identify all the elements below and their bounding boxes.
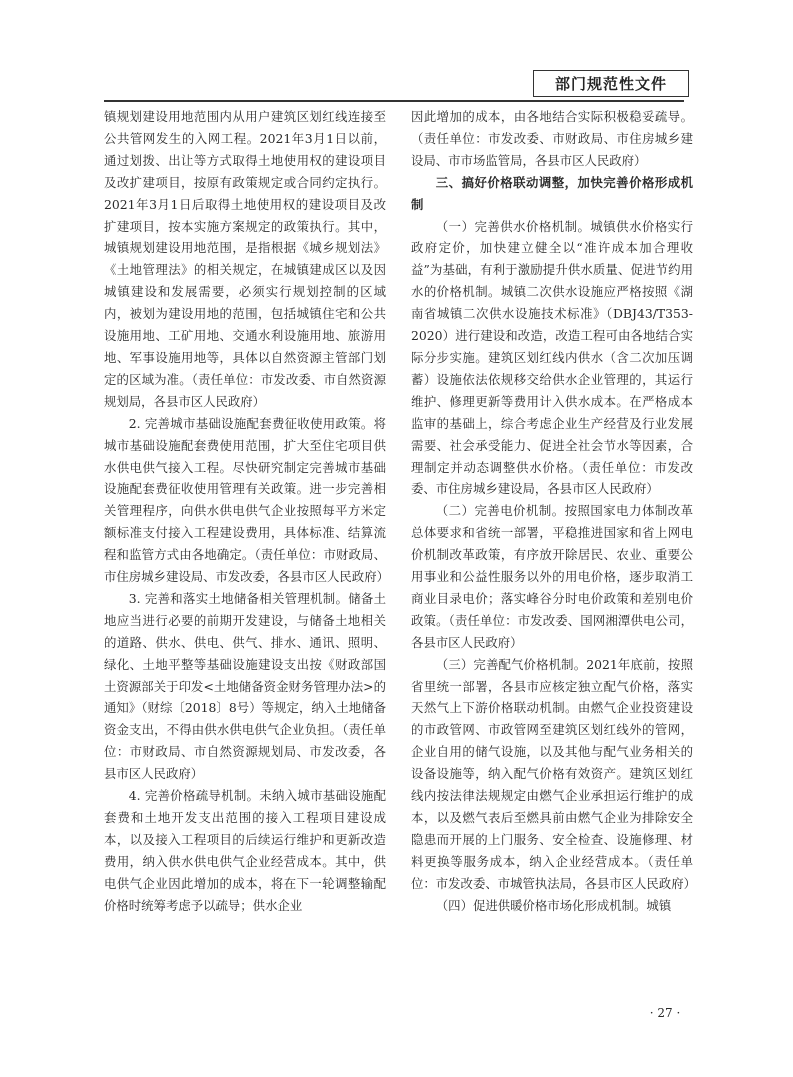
paragraph: （三）完善配气价格机制。2021年底前，按照省里统一部署，各县市应核定独立配气价格，落实天然气上下游价格联动机制。由燃气企业投资建设的市政管网、市政管网至建筑区划红线外的管网，企业自用的储气设施，以及其他与配气业务相关的设备设施等，纳入配气价格有效资产。建筑区划红线内按法律法规规定由燃气企业承担运行维护的成本，以及燃气表后至燃具前由燃气企业为排除安全隐患而开展的上门服务、安全检查、设施修理、材料更换等服务成本，纳入企业经营成本。（责任单位：市发改委、市城管执法局，各县市区人民政府） [411,656,696,891]
right-column [411,106,696,917]
paragraph: 镇规划建设用地范围内从用户建筑区划红线连接至公共管网发生的入网工程。2021年3月1日以前，通过划拨、出让等方式取得土地使用权的建设项目及改扩建项目，按原有政策规定或合同约定执行。2021年3月1日后取得土地使用权的建设项目及改扩建项目，按本实施方案规定的政策执行。其中，城镇规划建设用地范围，是指根据《城乡规划法》《土地管理法》的相关规定，在城镇建成区以及因城镇建设和发展需要，必须实行规划控制的区域内，被划为建设用地的范围，包括城镇住宅和公共设施用地、工矿用地、交通水利设施用地、旅游用地、军事设施用地等，具体以自然资源主管部门划定的区域为准。（责任单位：市发改委、市自然资源规划局，各县市区人民政府） [104,109,386,409]
left-column [104,106,389,917]
paragraph: 因此增加的成本，由各地结合实际积极稳妥疏导。（责任单位：市发改委、市财政局、市住房城乡建设局、市市场监管局，各县市区人民政府） [411,109,693,168]
section-heading: 三、搞好价格联动调整，加快完善价格形成机制 [411,174,693,212]
page-number: · 27 · [649,1006,681,1020]
paragraph: （二）完善电价机制。按照国家电力体制改革总体要求和省统一部署，平稳推进国家和省上网电价机制改革政策，有序放开除居民、农业、重要公用事业和公益性服务以外的用电价格，逐步取消工商业目录电价；落实峰谷分时电价政策和差别电价政策。（责任单位：市发改委、国网湘潭供电公司，各县市区人民政府） [411,503,693,650]
paragraph: 4. 完善价格疏导机制。未纳入城市基础设施配套费和土地开发支出范围的接入工程项目建设成本，以及接入工程项目的后续运行维护和更新改造费用，纳入供水供电供气企业经营成本。其中，供电供气企业因此增加的成本，将在下一轮调整输配价格时统筹考虑予以疏导；供水企业 [104,788,386,913]
paragraph: 2. 完善城市基础设施配套费征收使用政策。将城市基础设施配套费使用范围，扩大至住宅项目供水供电供气接入工程。尽快研究制定完善城市基础设施配套费征收使用管理有关政策。进一步完善相关管理程序，向供水供电供气企业按照每平方米定额标准支付接入工程建设费用，具体标准、结算流程和监管方式由各地确定。（责任单位：市财政局、市住房城乡建设局、市发改委，各县市区人民政府） [104,415,389,585]
paragraph: （四）促进供暖价格市场化形成机制。城镇 [435,897,672,913]
paragraph: 3. 完善和落实土地储备相关管理机制。储备土地应当进行必要的前期开发建设，与储备土地相关的道路、供水、供电、供气、排水、通讯、照明、绿化、土地平整等基础设施建设支出按《财政部国土资源部关于印发<土地储备资金财务管理办法>的通知》（财综〔2018〕8号）等规定，纳入土地储备资金支出，不得由供水供电供气企业负担。（责任单位：市财政局、市自然资源规划局、市发改委，各县市区人民政府） [104,590,386,782]
paragraph: （一）完善供水价格机制。城镇供水价格实行政府定价，加快建立健全以“准许成本加合理收益”为基础，有利于激励提升供水质量、促进节约用水的价格机制。城镇二次供水设施应严格按照《湖南省城镇二次供水设施技术标准》（DBJ43/T353-2020）进行建设和改造，改造工程可由各地结合实际分步实施。建筑区划红线内供水（含二次加压调蓄）设施依法依规移交给供水企业管理的，其运行维护、修理更新等费用计入供水成本。在严格成本监审的基础上，综合考虑企业生产经营及行业发展需要、社会承受能力、促进全社会节水等因素，合理制定并动态调整供水价格。（责任单位：市发改委、市住房城乡建设局，各县市区人民政府） [411,218,693,497]
header-rule [104,100,684,102]
section-label: 部门规范性文件 [533,70,689,97]
